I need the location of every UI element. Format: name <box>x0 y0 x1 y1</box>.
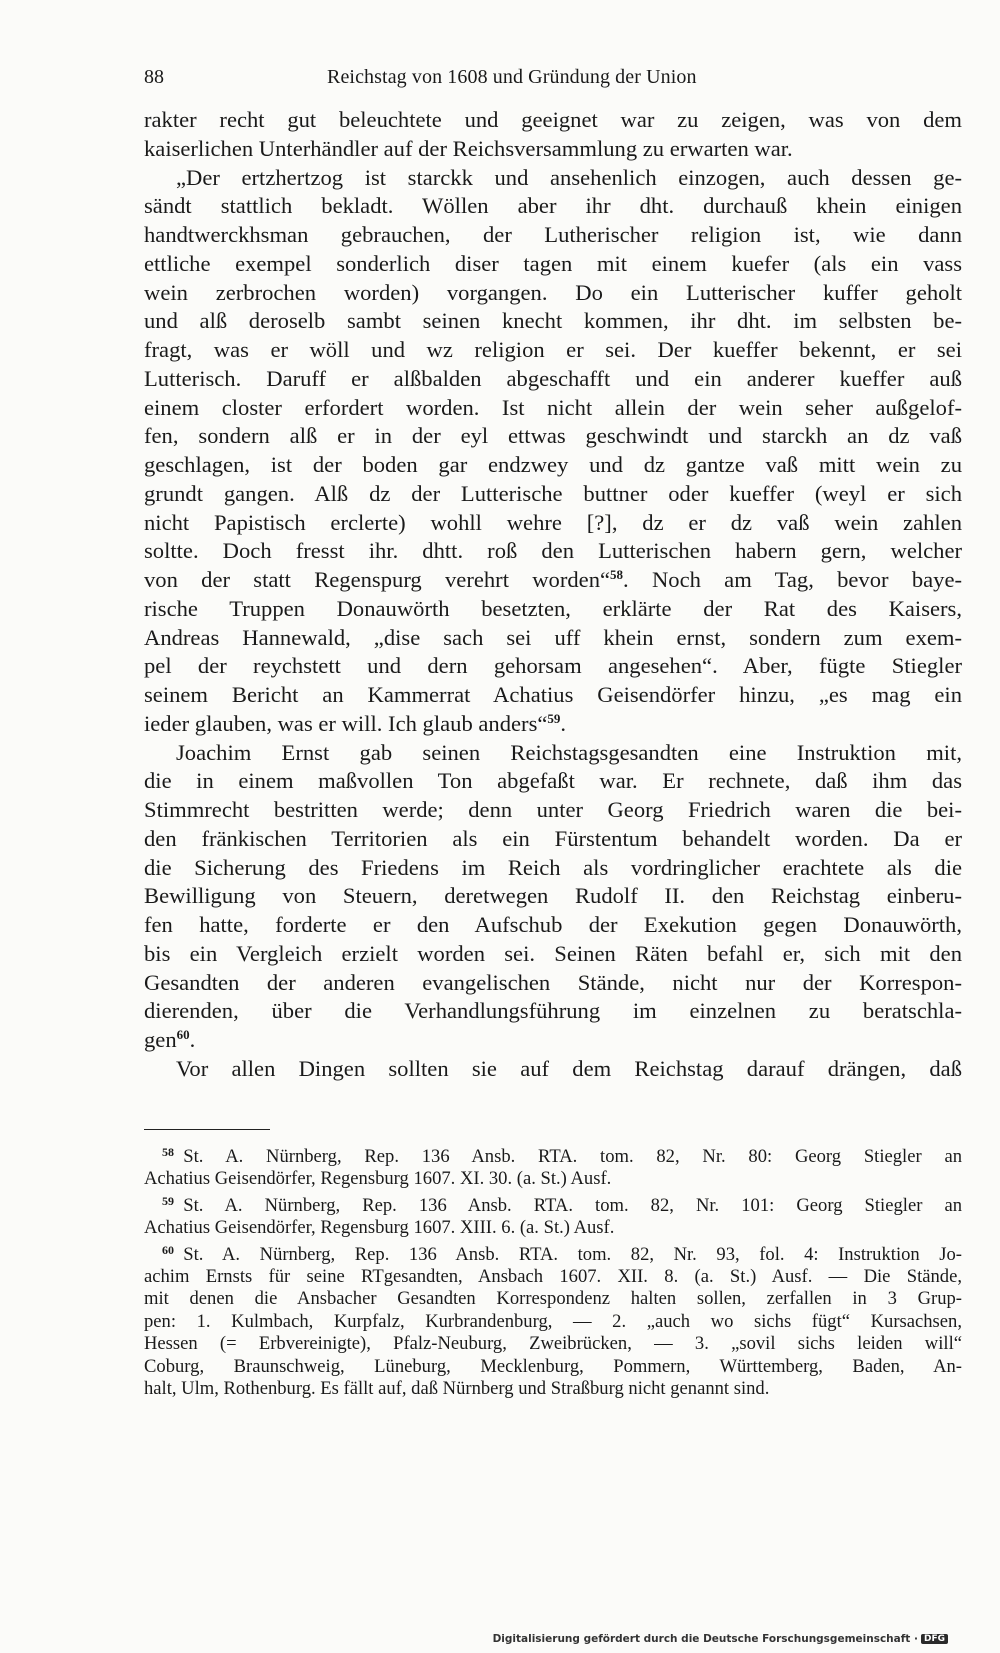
text-line-content: Joachim Ernst gab seinen Reichstagsgesandten eine Instruktion mit, <box>176 739 962 765</box>
footnote-line <box>144 1217 962 1239</box>
text-line-content: Gesandten der anderen evangelischen Stände, nicht nur der Korrespon- <box>144 969 962 995</box>
text-line <box>144 480 962 509</box>
credit-text: Digitalisierung gefördert durch die Deutsche Forschungsgemeinschaft · <box>492 1633 918 1645</box>
footnote-text: St. A. Nürnberg, Rep. 136 Ansb. RTA. tom. 82, Nr. 101: Georg Stiegler an <box>183 1194 962 1216</box>
text-line <box>144 940 962 969</box>
text-line-content: Stimmrecht bestritten werde; denn unter Georg Friedrich waren die bei- <box>144 797 962 822</box>
text-line-content: von der statt Regenspurg verehrt worden“ <box>144 567 611 592</box>
footnote-separator <box>144 1129 270 1130</box>
text-line-content: ieder glauben, was er will. Ich glaub anders“ <box>144 710 548 736</box>
dfg-logo: DFG <box>921 1634 948 1644</box>
text-line <box>144 394 962 423</box>
text-line-continuation: . <box>189 1027 196 1052</box>
footnote-text: St. A. Nürnberg, Rep. 136 Ansb. RTA. tom. 82, Nr. 93, fol. 4: Instruktion Jo- <box>183 1243 962 1265</box>
text-line-content: fen, sondern alß er in der eyl ettwas geschwindt und starckh an dz vaß <box>144 423 962 449</box>
digitization-credit <box>493 1633 948 1645</box>
text-line-content: dierenden, über die Verhandlungsführung im einzelnen zu beratschla- <box>144 998 962 1024</box>
text-line-content: den fränkischen Territorien als ein Fürstentum behandelt worden. Da er <box>144 825 962 851</box>
text-line-content: Bewilligung von Steuern, deretwegen Rudolf II. den Reichstag einberu- <box>144 883 962 909</box>
footnote-number: 59 <box>162 1193 174 1208</box>
text-line <box>144 882 962 911</box>
text-line <box>144 767 962 796</box>
text-line <box>144 681 962 710</box>
text-line-content: Vor allen Dingen sollten sie auf dem Reichstag darauf drängen, daß <box>176 1055 962 1081</box>
text-line <box>144 566 962 595</box>
text-line <box>144 1055 962 1084</box>
text-line-content: Lutterisch. Daruff er alßbalden abgeschafft und ein anderer kueffer auß <box>144 365 962 391</box>
text-line <box>144 997 962 1026</box>
text-line-content: gen <box>144 1027 177 1052</box>
footnote-text: pen: 1. Kulmbach, Kurpfalz, Kurbrandenburg, — 2. „auch wo sichs fügt“ Kursachsen, <box>144 1310 962 1332</box>
text-line-content: „Der ertzhertzog ist starckk und ansehenlich einzogen, auch dessen ge- <box>176 164 962 190</box>
page-number: 88 <box>144 66 164 88</box>
text-line <box>144 710 962 739</box>
text-line-content: nicht Papistisch erclerte) wohll wehre [?], dz er dz vaß wein zahlen <box>144 509 962 535</box>
footnote-line <box>144 1356 962 1378</box>
footnote-text: Achatius Geisendörfer, Regensburg 1607. XI. 30. (a. St.) Ausf. <box>144 1168 612 1190</box>
text-line-content: fen hatte, forderte er den Aufschub der Exekution gegen Donauwörth, <box>144 912 962 937</box>
footnote <box>144 1146 962 1191</box>
text-line <box>144 192 962 221</box>
text-line-content: sändt stattlich bekladt. Wöllen aber ihr dht. durchauß khein einigen <box>144 193 962 219</box>
text-line-content: wein zerbrochen worden) vorgangen. Do ein Lutterischer kuffer geholt <box>144 279 962 305</box>
footnote-line <box>144 1195 962 1217</box>
text-line <box>144 825 962 854</box>
text-line <box>144 624 962 653</box>
footnote-text: Hessen (= Erbvereinigte), Pfalz-Neuburg, Zweibrücken, — 3. „sovil sichs leiden will“ <box>144 1333 962 1355</box>
text-line <box>144 106 962 135</box>
footnote-text: mit denen die Ansbacher Gesandten Korrespondenz halten sollen, zerfallen in 3 Grup- <box>144 1288 962 1310</box>
text-line-content: handtwerckhsman gebrauchen, der Lutherischer religion ist, wie dann <box>144 222 962 247</box>
text-line <box>144 652 962 681</box>
footnote-line <box>144 1146 962 1168</box>
footnote-reference: 60 <box>176 1027 190 1042</box>
text-line <box>144 854 962 883</box>
footnote-line <box>144 1266 962 1288</box>
footnote-number: 60 <box>162 1242 174 1257</box>
footnote-line <box>144 1333 962 1355</box>
text-line <box>144 796 962 825</box>
text-line-content: bis ein Vergleich erzielt worden sei. Seinen Räten befahl er, sich mit den <box>144 940 962 966</box>
footnotes <box>144 1146 962 1400</box>
text-line-content: grundt gangen. Alß dz der Lutterische buttner oder kueffer (weyl er sich <box>144 480 962 506</box>
text-line-content: kaiserlichen Unterhändler auf der Reichsversammlung zu erwarten war. <box>144 135 793 161</box>
body-text <box>144 106 962 1084</box>
text-line-content: einem closter erfordert worden. Ist nicht allein der wein seher außgelof- <box>144 394 962 420</box>
text-line <box>144 422 962 451</box>
footnote-reference: 59 <box>547 710 561 726</box>
text-line-content: seinem Bericht an Kammerrat Achatius Geisendörfer hinzu, „es mag ein <box>144 682 962 707</box>
footnote-line <box>144 1244 962 1266</box>
text-line-content: pel der reychstett und dern gehorsam angesehen“. Aber, fügte Stiegler <box>144 653 962 679</box>
text-line-content: fragt, was er wöll und wz religion er sei. Der kueffer bekennt, er sei <box>144 337 962 362</box>
text-line <box>144 135 962 164</box>
text-line-continuation: . <box>560 710 567 736</box>
text-line-content: die Sicherung des Friedens im Reich als vordringlicher erachtete als die <box>144 854 962 880</box>
text-line-content: ettliche exempel sonderlich diser tagen mit einem kuefer (als ein vass <box>144 250 962 276</box>
footnote-text: halt, Ulm, Rothenburg. Es fällt auf, daß Nürnberg und Straßburg nicht genannt sind. <box>144 1377 770 1399</box>
text-line-content: Andreas Hannewald, „dise sach sei uff khein ernst, sondern zum exem- <box>144 624 962 650</box>
footnote-text: Coburg, Braunschweig, Lüneburg, Mecklenburg, Pommern, Württemberg, Baden, An- <box>144 1355 962 1377</box>
text-line <box>144 537 962 566</box>
text-line-content: rische Truppen Donauwörth besetzten, erklärte der Rat des Kaisers, <box>144 595 962 621</box>
footnote-text: Achatius Geisendörfer, Regensburg 1607. XIII. 6. (a. St.) Ausf. <box>144 1217 615 1239</box>
text-line-content: soltte. Doch fresst ihr. dhtt. roß den Lutterischen habern gern, welcher <box>144 538 962 564</box>
footnote-line <box>144 1288 962 1310</box>
footnote-line <box>144 1168 962 1190</box>
text-line-content: geschlagen, ist der boden gar endzwey und dz gantze vaß mitt wein zu <box>144 452 962 477</box>
text-line-content: und alß deroselb sambt seinen knecht kommen, ihr dht. im selbsten be- <box>144 308 962 334</box>
footnote-line <box>144 1311 962 1333</box>
footnote-text: St. A. Nürnberg, Rep. 136 Ansb. RTA. tom. 82, Nr. 80: Georg Stiegler an <box>183 1146 962 1167</box>
text-line <box>144 164 962 193</box>
text-line <box>144 279 962 308</box>
footnote <box>144 1244 962 1401</box>
text-line <box>144 221 962 250</box>
text-line <box>144 911 962 940</box>
text-line <box>144 1026 962 1055</box>
page-header <box>144 66 962 96</box>
footnote-line <box>144 1378 962 1400</box>
text-line <box>144 307 962 336</box>
footnote-text: achim Ernsts für seine RTgesandten, Ansbach 1607. XII. 8. (a. St.) Ausf. — Die Stände, <box>144 1265 962 1287</box>
text-line-content: die in einem maßvollen Ton abgefaßt war. Er rechnete, daß ihm das <box>144 768 962 794</box>
text-line <box>144 509 962 538</box>
footnote-number: 58 <box>162 1145 174 1159</box>
text-line <box>144 365 962 394</box>
footnote <box>144 1195 962 1240</box>
text-line-continuation: . Noch am Tag, bevor baye- <box>623 567 963 592</box>
text-line <box>144 250 962 279</box>
running-title: Reichstag von 1608 und Gründung der Union <box>327 66 697 88</box>
text-line <box>144 451 962 480</box>
footnote-reference: 58 <box>610 567 624 582</box>
text-line <box>144 739 962 768</box>
text-line <box>144 595 962 624</box>
text-line <box>144 336 962 365</box>
text-line <box>144 969 962 998</box>
text-line-content: rakter recht gut beleuchtete und geeignet war zu zeigen, was von dem <box>144 107 962 132</box>
